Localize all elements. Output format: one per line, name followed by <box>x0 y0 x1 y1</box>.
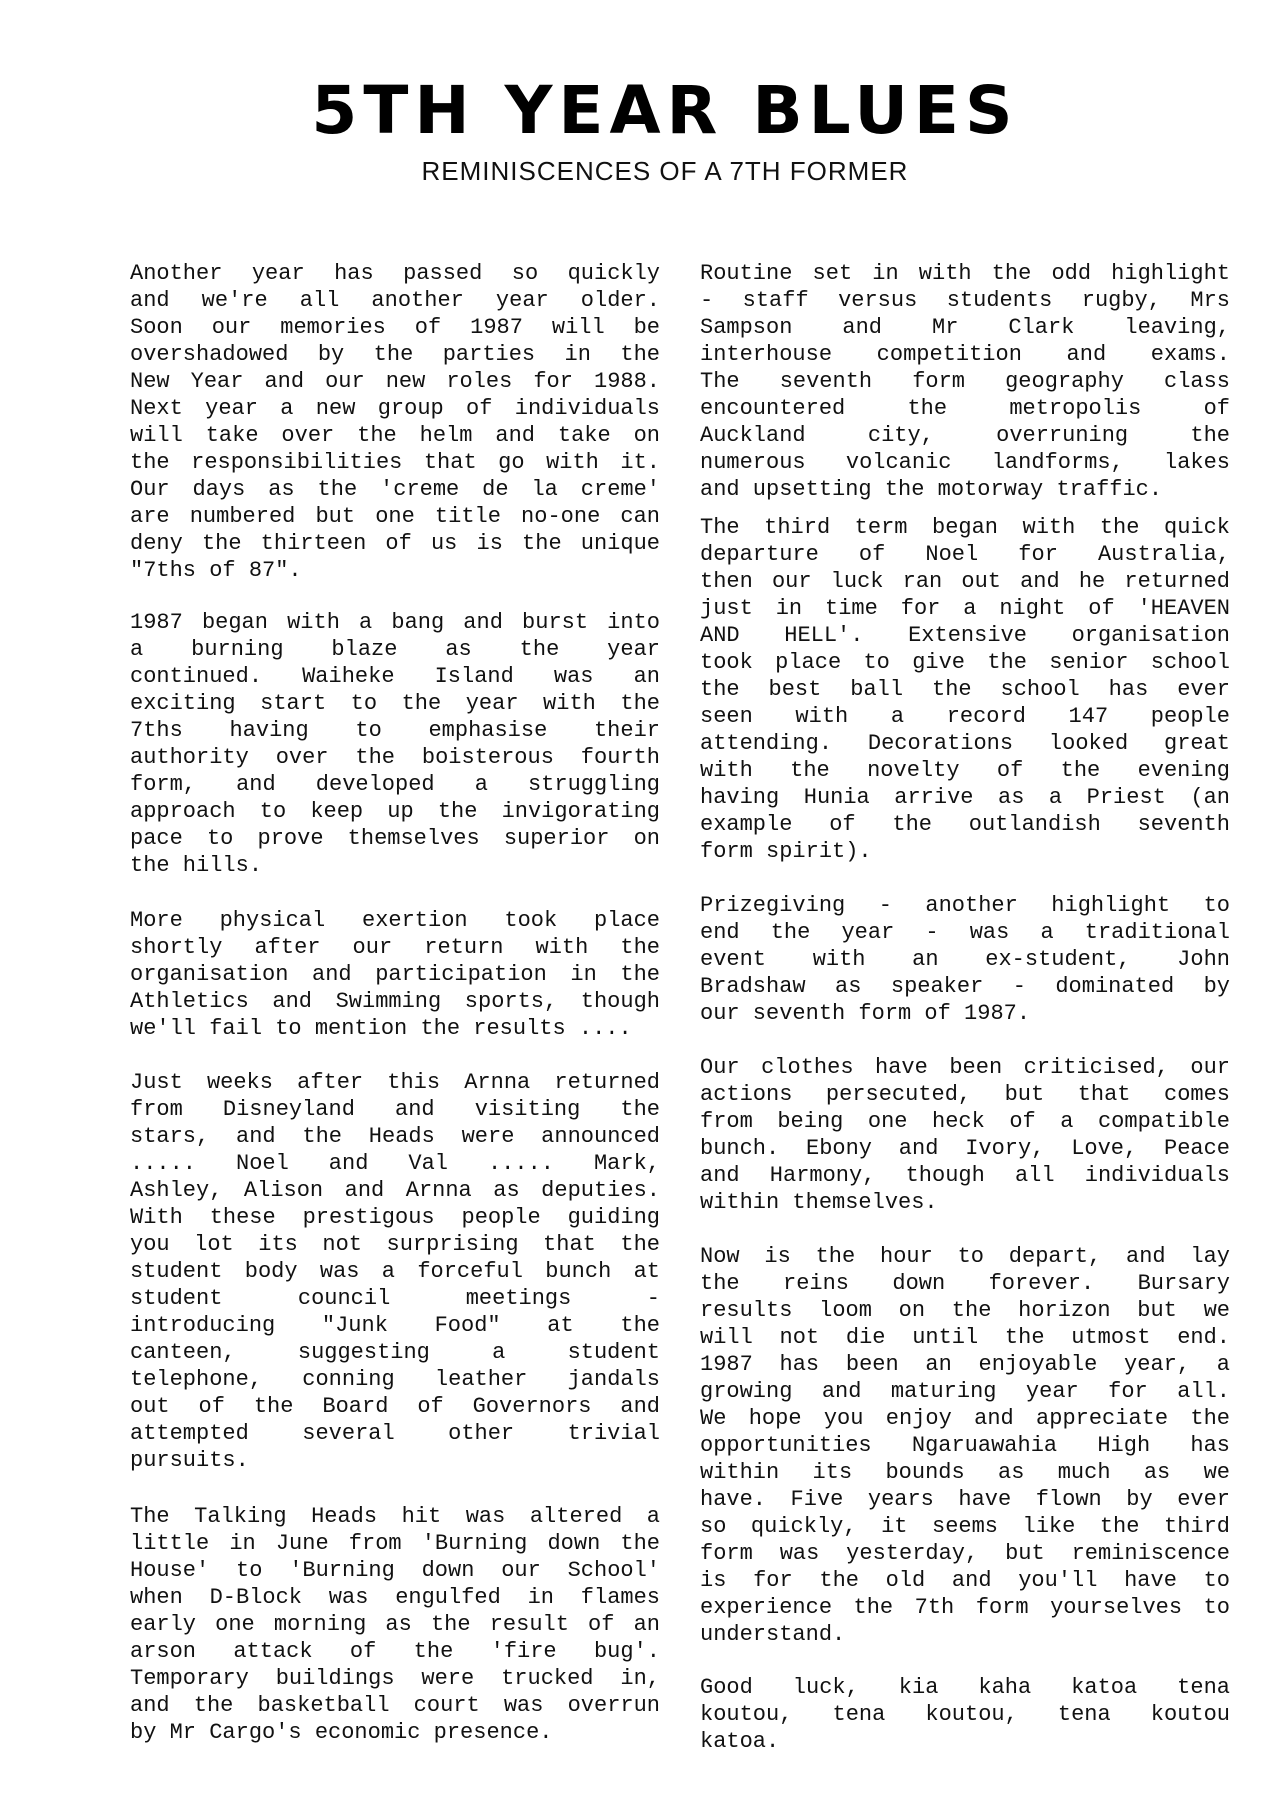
text-line: bunch. Ebony and Ivory, Love, Peace <box>700 1136 1230 1161</box>
text-line: opportunities Ngaruawahia High has <box>700 1433 1230 1458</box>
text-line: will not die until the utmost end. <box>700 1325 1230 1350</box>
text-line: Auckland city, overruning the <box>700 423 1230 448</box>
text-line: House' to 'Burning down our School' <box>130 1558 660 1583</box>
text-line: The Talking Heads hit was altered a <box>130 1504 660 1529</box>
text-line: having Hunia arrive as a Priest (an <box>700 785 1230 810</box>
text-line: end the year - was a traditional <box>700 920 1230 945</box>
text-line: Athletics and Swimming sports, though <box>130 989 660 1014</box>
text-line: and upsetting the motorway traffic. <box>700 477 1163 502</box>
text-line: stars, and the Heads were announced <box>130 1124 660 1149</box>
text-line: and we're all another year older. <box>130 288 660 313</box>
text-line: Temporary buildings were trucked in, <box>130 1666 660 1691</box>
text-line: approach to keep up the invigorating <box>130 799 660 824</box>
text-line: when D-Block was engulfed in flames <box>130 1585 660 1610</box>
text-line: deny the thirteen of us is the unique <box>130 531 660 556</box>
text-line: pace to prove themselves superior on <box>130 826 660 851</box>
paragraph <box>130 609 660 879</box>
text-line: form spirit). <box>700 839 872 864</box>
text-line: within its bounds as much as we <box>700 1460 1230 1485</box>
text-line: and Harmony, though all individuals <box>700 1163 1230 1188</box>
text-line: attending. Decorations looked great <box>700 731 1230 756</box>
text-line: 1987 has been an enjoyable year, a <box>700 1352 1230 1377</box>
text-line: Our days as the 'creme de la creme' <box>130 477 660 502</box>
text-line: AND HELL'. Extensive organisation <box>700 623 1230 648</box>
text-line: form was yesterday, but reminiscence <box>700 1541 1230 1566</box>
text-line: introducing "Junk Food" at the <box>130 1313 660 1338</box>
text-line: experience the 7th form yourselves to <box>700 1595 1230 1620</box>
paragraph <box>700 260 1230 503</box>
text-line: Our clothes have been criticised, our <box>700 1055 1230 1080</box>
text-line: seen with a record 147 people <box>700 704 1230 729</box>
text-line: Another year has passed so quickly <box>130 261 660 286</box>
text-line: Good luck, kia kaha katoa tena <box>700 1675 1230 1700</box>
text-line: Soon our memories of 1987 will be <box>130 315 660 340</box>
text-line: within themselves. <box>700 1190 938 1215</box>
text-line: have. Five years have flown by ever <box>700 1487 1230 1512</box>
page-title <box>300 74 1030 148</box>
text-line: out of the Board of Governors and <box>130 1394 660 1419</box>
text-line: overshadowed by the parties in the <box>130 342 660 367</box>
text-line: actions persecuted, but that comes <box>700 1082 1230 1107</box>
text-line: the hills. <box>130 853 263 878</box>
page-subtitle: REMINISCENCES OF A 7TH FORMER <box>421 156 909 186</box>
text-line: by Mr Cargo's economic presence. <box>130 1720 553 1745</box>
paragraph <box>700 1054 1230 1216</box>
text-line: our seventh form of 1987. <box>700 1001 1031 1026</box>
text-line: little in June from 'Burning down the <box>130 1531 660 1556</box>
text-line: Sampson and Mr Clark leaving, <box>700 315 1230 340</box>
text-line: More physical exertion took place <box>130 908 660 933</box>
text-line: form, and developed a struggling <box>130 772 660 797</box>
text-line: exciting start to the year with the <box>130 691 660 716</box>
text-line: - staff versus students rugby, Mrs <box>700 288 1230 313</box>
text-line: With these prestigous people guiding <box>130 1205 660 1230</box>
text-line: 7ths having to emphasise their <box>130 718 660 743</box>
text-line: arson attack of the 'fire bug'. <box>130 1639 660 1664</box>
text-line: just in time for a night of 'HEAVEN <box>700 596 1230 621</box>
paragraph <box>700 1674 1230 1755</box>
text-line: the responsibilities that go with it. <box>130 450 660 475</box>
text-line: katoa. <box>700 1729 780 1754</box>
text-line: a burning blaze as the year <box>130 637 660 662</box>
text-line: with the novelty of the evening <box>700 758 1230 783</box>
paragraph <box>130 1503 660 1746</box>
text-line: will take over the helm and take on <box>130 423 660 448</box>
text-line: and the basketball court was overrun <box>130 1693 660 1718</box>
text-line: so quickly, it seems like the third <box>700 1514 1230 1539</box>
text-line: the reins down forever. Bursary <box>700 1271 1230 1296</box>
text-line: authority over the boisterous fourth <box>130 745 660 770</box>
text-line: early one morning as the result of an <box>130 1612 660 1637</box>
text-line: shortly after our return with the <box>130 935 660 960</box>
text-line: interhouse competition and exams. <box>700 342 1230 367</box>
text-line: The third term began with the quick <box>700 515 1230 540</box>
text-line: example of the outlandish seventh <box>700 812 1230 837</box>
text-line: "7ths of 87". <box>130 558 302 583</box>
paragraph <box>130 260 660 584</box>
text-line: Next year a new group of individuals <box>130 396 660 421</box>
text-line: Routine set in with the odd highlight <box>700 261 1230 286</box>
paragraph <box>130 1069 660 1474</box>
text-line: growing and maturing year for all. <box>700 1379 1230 1404</box>
text-line: koutou, tena koutou, tena koutou <box>700 1702 1230 1727</box>
text-line: from Disneyland and visiting the <box>130 1097 660 1122</box>
text-line: numerous volcanic landforms, lakes <box>700 450 1230 475</box>
text-line: New Year and our new roles for 1988. <box>130 369 660 394</box>
text-line: student council meetings - <box>130 1286 660 1311</box>
paragraph <box>130 907 660 1042</box>
paragraph <box>700 1243 1230 1648</box>
text-line: encountered the metropolis of <box>700 396 1230 421</box>
text-line: Now is the hour to depart, and lay <box>700 1244 1230 1269</box>
text-line: Bradshaw as speaker - dominated by <box>700 974 1230 999</box>
text-line: then our luck ran out and he returned <box>700 569 1230 594</box>
text-line: departure of Noel for Australia, <box>700 542 1230 567</box>
text-line: results loom on the horizon but we <box>700 1298 1230 1323</box>
text-line: understand. <box>700 1622 846 1647</box>
text-line: took place to give the senior school <box>700 650 1230 675</box>
text-line: Ashley, Alison and Arnna as deputies. <box>130 1178 660 1203</box>
text-line: continued. Waiheke Island was an <box>130 664 660 689</box>
text-line: is for the old and you'll have to <box>700 1568 1230 1593</box>
text-line: the best ball the school has ever <box>700 677 1230 702</box>
text-line: Prizegiving - another highlight to <box>700 893 1230 918</box>
title-text: 5TH YEAR BLUES <box>311 72 1019 149</box>
text-line: student body was a forceful bunch at <box>130 1259 660 1284</box>
text-line: are numbered but one title no-one can <box>130 504 660 529</box>
text-line: telephone, conning leather jandals <box>130 1367 660 1392</box>
paragraph <box>700 514 1230 865</box>
text-line: pursuits. <box>130 1448 249 1473</box>
text-line: attempted several other trivial <box>130 1421 660 1446</box>
paragraph <box>700 892 1230 1027</box>
text-line: we'll fail to mention the results .... <box>130 1016 632 1041</box>
text-line: The seventh form geography class <box>700 369 1230 394</box>
text-line: canteen, suggesting a student <box>130 1340 660 1365</box>
text-line: Just weeks after this Arnna returned <box>130 1070 660 1095</box>
text-line: event with an ex-student, John <box>700 947 1230 972</box>
text-line: organisation and participation in the <box>130 962 660 987</box>
text-line: ..... Noel and Val ..... Mark, <box>130 1151 660 1176</box>
text-line: We hope you enjoy and appreciate the <box>700 1406 1230 1431</box>
text-line: 1987 began with a bang and burst into <box>130 610 660 635</box>
text-line: from being one heck of a compatible <box>700 1109 1230 1134</box>
text-line: you lot its not surprising that the <box>130 1232 660 1257</box>
